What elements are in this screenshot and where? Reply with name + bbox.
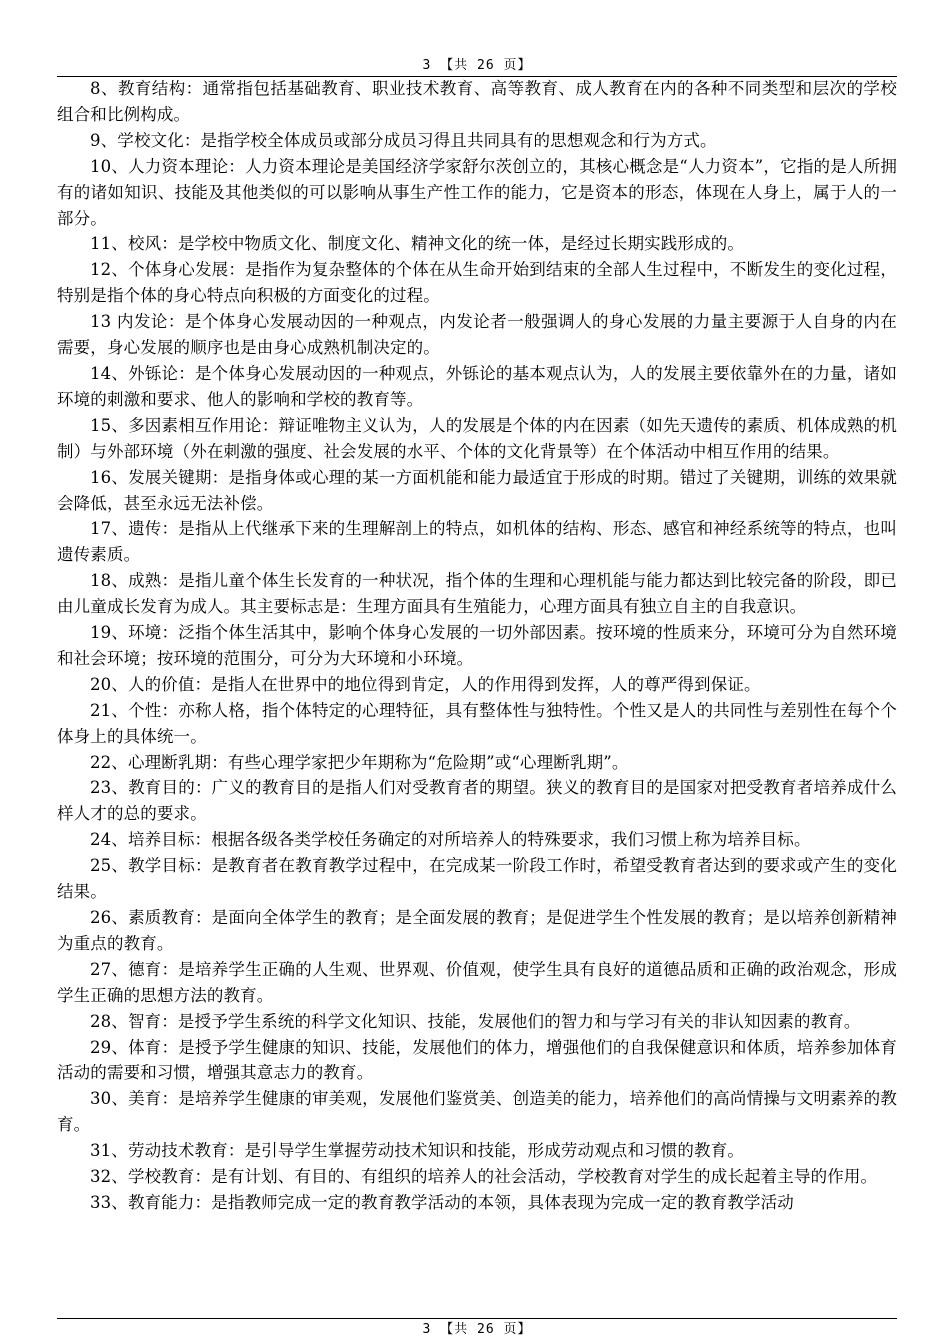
term-entry-32: 32、学校教育：是有计划、有目的、有组织的培养人的社会活动，学校教育对学生的成长起着主导的作用。 [90, 1167, 878, 1187]
term-entry-33: 33、教育能力：是指教师完成一定的教育教学活动的本领，具体表现为完成一定的教育教学活动 [90, 1192, 794, 1212]
term-entry-15: 15、多因素相互作用论：辩证唯物主义认为，人的发展是个体的内在因素（如先天遗传的素质、机体成熟的机制）与外部环境（外在刺激的强度、社会发展的水平、个体的文化背景等）在个体活动中相互作用的结果。 [57, 415, 897, 461]
term-entry-28: 28、智育：是授予学生系统的科学文化知识、技能，发展他们的智力和与学习有关的非认知因素的教育。 [90, 1011, 861, 1031]
page-header: 3 【共 26 页】 [422, 58, 532, 73]
page-footer: 3 【共 26 页】 [422, 1322, 532, 1337]
term-entry-9: 9、学校文化：是指学校全体成员或部分成员习得且共同具有的思想观念和行为方式。 [90, 130, 717, 150]
document-body [57, 76, 897, 1216]
term-entry-26: 26、素质教育：是面向全体学生的教育；是全面发展的教育；是促进学生个性发展的教育；是以培养创新精神为重点的教育。 [57, 908, 897, 953]
term-entry-29: 29、体育：是授予学生健康的知识、技能，发展他们的体力，增强他们的自我保健意识和体质，培养参加体育活动的需要和习惯，增强其意志力的教育。 [57, 1037, 897, 1083]
term-entry-27: 27、德育：是培养学生正确的人生观、世界观、价值观，使学生具有良好的道德品质和正确的政治观念，形成学生正确的思想方法的教育。 [57, 959, 897, 1005]
term-entry-31: 31、劳动技术教育：是引导学生掌握劳动技术知识和技能，形成劳动观点和习惯的教育。 [90, 1141, 744, 1161]
term-entry-17: 17、遗传：是指从上代继承下来的生理解剖上的特点，如机体的结构、形态、感官和神经系统等的特点，也叫遗传素质。 [57, 519, 897, 565]
term-entry-30: 30、美育：是培养学生健康的审美观，发展他们鉴赏美、创造美的能力，培养他们的高尚情操与文明素养的教育。 [57, 1089, 897, 1135]
term-entry-11: 11、校风：是学校中物质文化、制度文化、精神文化的统一体，是经过长期实践形成的。 [90, 234, 744, 254]
term-entry-12: 12、个体身心发展：是指作为复杂整体的个体在从生命开始到结束的全部人生过程中，不断发生的变化过程，特别是指个体的身心特点向积极的方面变化的过程。 [57, 260, 897, 306]
term-entry-16: 16、发展关键期：是指身体或心理的某一方面机能和能力最适宜于形成的时期。错过了关键期，训练的效果就会降低，甚至永远无法补偿。 [57, 467, 897, 513]
term-entry-18: 18、成熟：是指儿童个体生长发育的一种状况，指个体的生理和心理机能与能力都达到比较完备的阶段，即已由儿童成长发育为成人。其主要标志是：生理方面具有生殖能力，心理方面具有独立自主的自我意识。 [57, 571, 897, 617]
term-entry-21: 21、个性：亦称人格，指个体特定的心理特征，具有整体性与独特性。个性又是人的共同性与差别性在每个个体身上的具体统一。 [57, 700, 897, 746]
term-entry-10: 10、人力资本理论：人力资本理论是美国经济学家舒尔茨创立的，其核心概念是“人力资本”，它指的是人所拥有的诸如知识、技能及其他类似的可以影响从事生产性工作的能力，它是资本的形态，体现在人身上，属于人的一部分。 [57, 156, 897, 228]
term-entry-20: 20、人的价值：是指人在世界中的地位得到肯定，人的作用得到发挥，人的尊严得到保证。 [90, 674, 761, 694]
footer-rule [57, 1318, 897, 1319]
term-entry-23: 23、教育目的：广义的教育目的是指人们对受教育者的期望。狭义的教育目的是国家对把受教育者培养成什么样人才的总的要求。 [57, 778, 897, 824]
term-entry-19: 19、环境：泛指个体生活其中，影响个体身心发展的一切外部因素。按环境的性质来分，环境可分为自然环境和社会环境；按环境的范围分，可分为大环境和小环境。 [57, 623, 897, 668]
term-entry-25: 25、教学目标：是教育者在教育教学过程中，在完成某一阶段工作时，希望受教育者达到的要求或产生的变化结果。 [57, 856, 897, 902]
term-entry-13: 13 内发论：是个体身心发展动因的一种观点，内发论者一般强调人的身心发展的力量主要源于人自身的内在需要，身心发展的顺序也是由身心成熟机制决定的。 [57, 312, 897, 358]
term-entry-14: 14、外铄论：是个体身心发展动因的一种观点，外铄论的基本观点认为，人的发展主要依靠外在的力量，诸如环境的刺激和要求、他人的影响和学校的教育等。 [57, 363, 897, 409]
term-entry-24: 24、培养目标：根据各级各类学校任务确定的对所培养人的特殊要求，我们习惯上称为培养目标。 [90, 830, 811, 850]
term-entry-22: 22、心理断乳期：有些心理学家把少年期称为“危险期”或“心理断乳期”。 [90, 752, 629, 772]
term-entry-8: 8、教育结构：通常指包括基础教育、职业技术教育、高等教育、成人教育在内的各种不同类型和层次的学校组合和比例构成。 [57, 79, 897, 124]
